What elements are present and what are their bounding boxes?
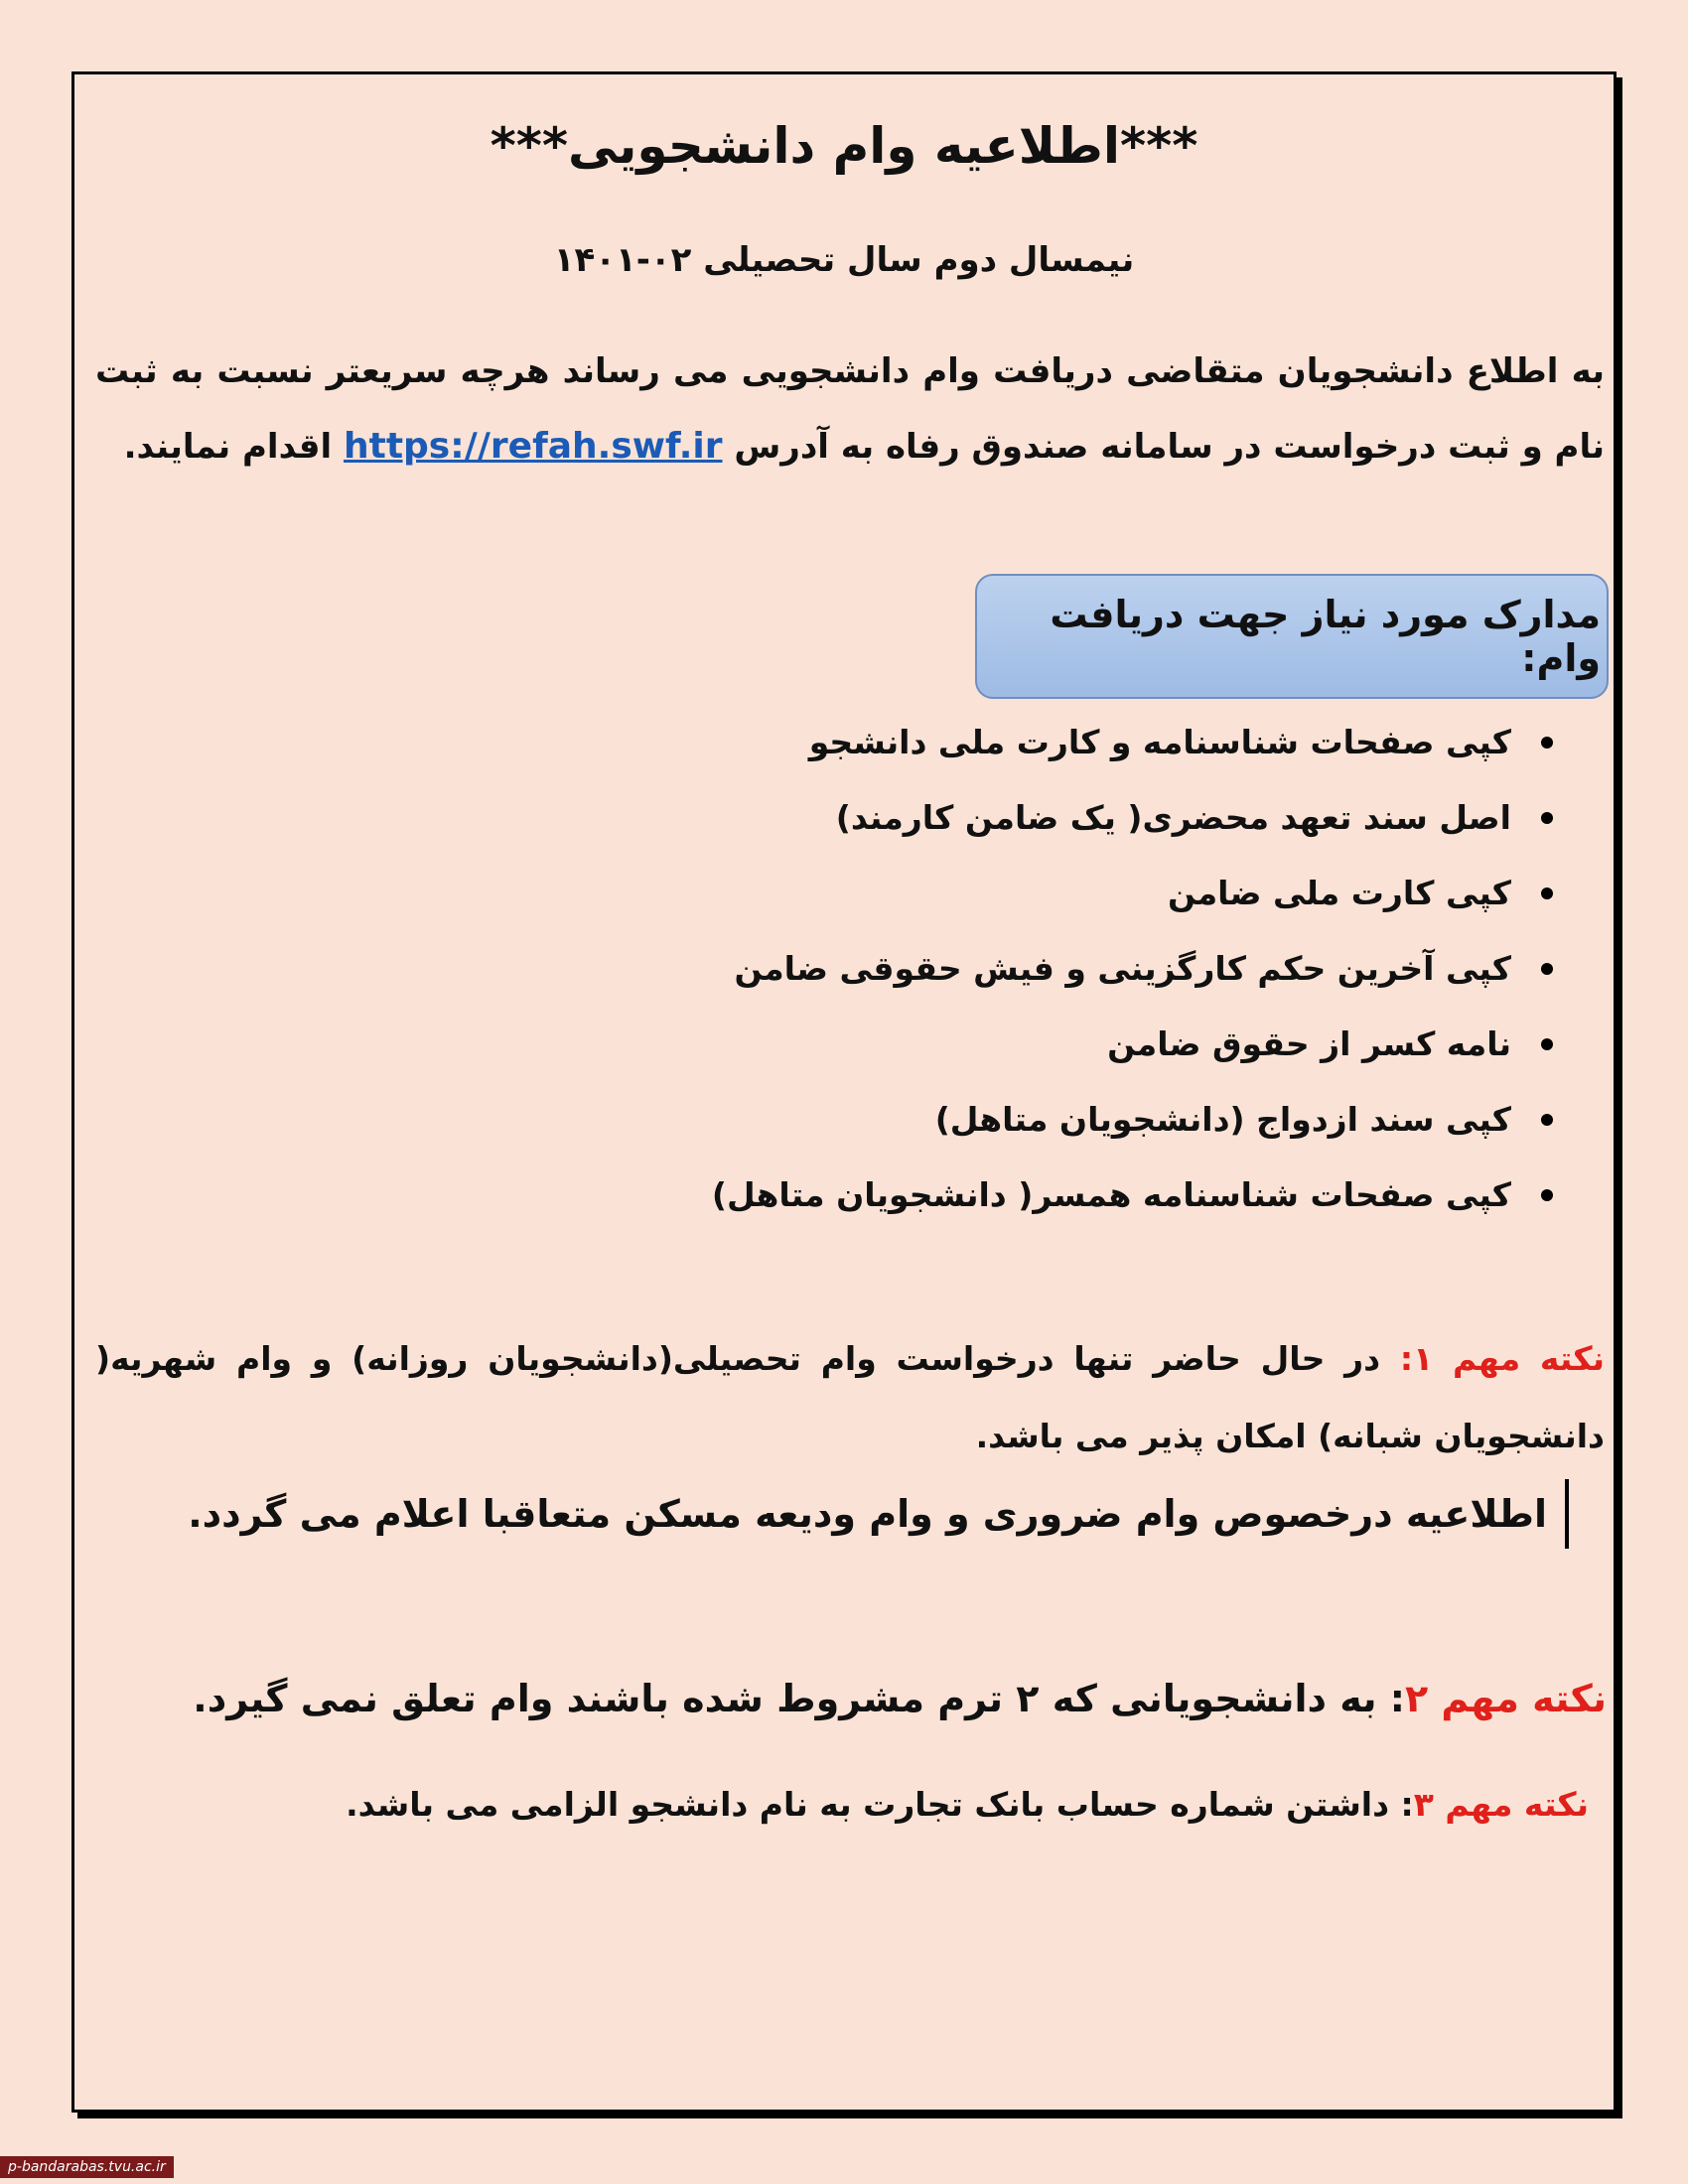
document-item-text: کپی صفحات شناسنامه و کارت ملی دانشجو (808, 723, 1511, 761)
documents-heading-box (975, 574, 1609, 699)
document-item-text: نامه کسر از حقوق ضامن (1107, 1024, 1511, 1063)
note-3-label: نکته مهم ۳ (1413, 1785, 1589, 1824)
intro-text-start: به اطلاع دانشجویان متقاضی دریافت وام دانشجویی می رساند هرچه سریعتر نسبت به ثبت نام و ثبت درخواست در سامانه صندوق رفاه به آدرس (95, 351, 1605, 467)
bullet-icon (1541, 1114, 1553, 1126)
page-title: ***اطلاعیه وام دانشجویی*** (490, 117, 1198, 175)
note-2-label: نکته مهم ۲ (1405, 1677, 1607, 1720)
list-item (712, 780, 1553, 856)
note-3-text: : داشتن شماره حساب بانک تجارت به نام دانشجو الزامی می باشد. (346, 1785, 1414, 1824)
semester-subtitle: نیمسال دوم سال تحصیلی ۰۲-۱۴۰۱ (553, 240, 1135, 280)
bullet-icon (1541, 887, 1553, 899)
site-watermark: p-bandarabas.tvu.ac.ir (0, 2156, 174, 2178)
note-3 (346, 1770, 1589, 1840)
list-item (712, 1158, 1553, 1233)
documents-list (712, 705, 1553, 1233)
bullet-icon (1541, 737, 1553, 749)
note-1-text: در حال حاضر تنها درخواست وام تحصیلی(دانشجویان روزانه) و وام شهریه( دانشجویان شبانه) امکان پذیر می باشد. (95, 1339, 1605, 1455)
list-item (712, 705, 1553, 780)
bullet-icon (1541, 812, 1553, 824)
intro-text-end: اقدام نمایند. (123, 427, 344, 467)
intro-paragraph (95, 334, 1605, 484)
bullet-icon (1541, 1038, 1553, 1050)
document-item-text: کپی کارت ملی ضامن (1168, 874, 1511, 912)
documents-heading: مدارک مورد نیاز جهت دریافت وام: (1050, 593, 1601, 680)
document-item-text: کپی صفحات شناسنامه همسر( دانشجویان متاهل) (711, 1175, 1511, 1214)
list-item (712, 931, 1553, 1007)
announcement: اطلاعیه درخصوص وام ضروری و وام ودیعه مسکن متعاقبا اعلام می گردد. (188, 1479, 1569, 1549)
note-1 (95, 1320, 1605, 1475)
list-item (712, 856, 1553, 931)
document-item-text: اصل سند تعهد محضری( یک ضامن کارمند) (835, 798, 1511, 837)
bullet-icon (1541, 1189, 1553, 1201)
document-item-text: کپی آخرین حکم کارگزینی و فیش حقوقی ضامن (734, 949, 1511, 988)
list-item (712, 1082, 1553, 1158)
note-1-label: نکته مهم ۱: (1399, 1339, 1605, 1378)
bullet-icon (1541, 963, 1553, 975)
document-item-text: کپی سند ازدواج (دانشجویان متاهل) (934, 1100, 1511, 1139)
note-2 (193, 1664, 1607, 1733)
refah-portal-link[interactable]: https://refah.swf.ir (343, 426, 723, 467)
list-item (712, 1007, 1553, 1082)
note-2-text: : به دانشجویانی که ۲ ترم مشروط شده باشند وام تعلق نمی گیرد. (193, 1677, 1405, 1720)
